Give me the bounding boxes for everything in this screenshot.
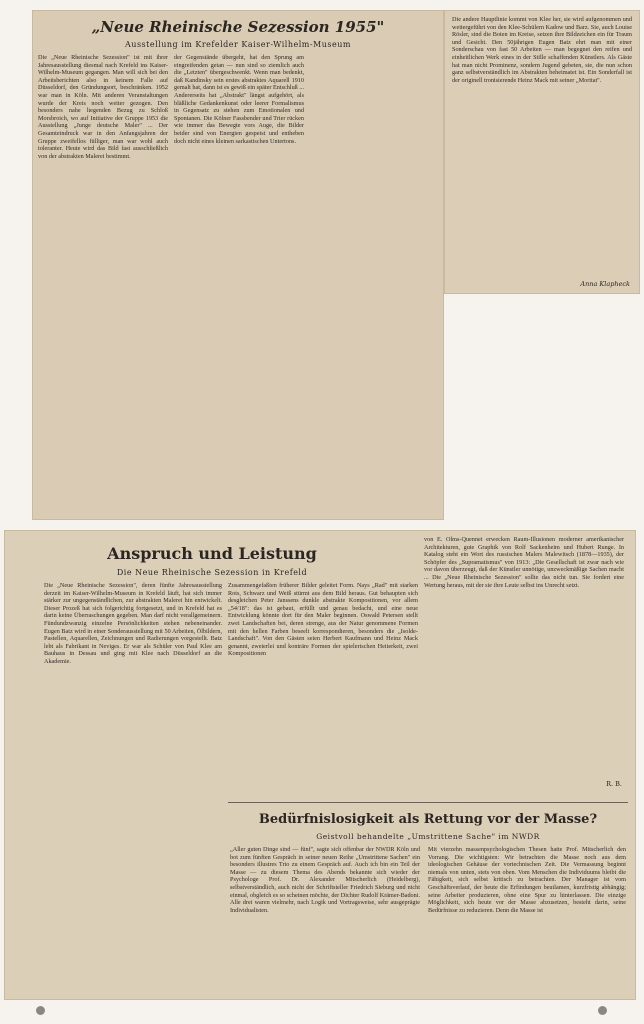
article-column-2: der Gegenstände übergeht, hat den Sprung am eingreifenden getan — nun sind so ziemlich auch die „Letzten" übergeschwenkt. Wenn man bedenkt, daß Kandinsky sein erstes abstraktes Aquarell 1910 gemalt hat, dann ist es gewiß ein später Entschluß ... Andererseits hat „Abstrakt" längst aufgehört, als bläßliche Gedankenkunst oder leerer Formalismus in Gegensatz zu stehen zum Emotionalen und Spontanen. Die Kölner Fassbender und Trier rücken wie immer das Bewegte vors Auge, die Bilder beider sind von Energien gespeist und entheben doch nicht eines kleinen sarkastischen Untertons. <box>174 54 304 145</box>
punch-hole <box>598 1006 607 1015</box>
divider <box>228 802 628 803</box>
article-subtitle: Ausstellung im Krefelder Kaiser-Wilhelm-Museum <box>125 40 351 49</box>
article-column-1: Die „Neue Rheinische Sezession" ist mit ihrer Jahresausstellung diesmal nach Krefeld ins Kaiser-Wilhelm-Museum gegangen. Man will sich bei den Arbeitsberichten also in keinem Falle auf Düsseldorf, den Gründungsort, beschränken. 1952 war man in Köln. Mit anderen Veranstaltungen wurde der Kreis noch weiter gezogen. Den besonders nahe liegenden Bezug zu Schloß Morsbroich, wo auf Initiative der Gruppe 1953 die Ausstellung „Junge deutsche Maler" ... Der Gesamteindruck war in den Anfangsjahren der Gruppe zweifellos fülliger, man war wohl auch toleranter. Heute wird das Bild fast ausschließlich von der abstrakten Malerei bestimmt. <box>38 54 168 160</box>
article-title: „Neue Rheinische Sezession 1955" <box>91 18 385 36</box>
article-column-2: Zusammengefaßten früherer Bilder geleitet Form. Nays „Rad" mit starken Rots, Schwarz und Weiß stürmt aus dem Bild heraus. Gut behaupten sich desgleichen Peter Janssens dunkle abstrakte Kompositionen, vor allem „54/18": das ist gebaut, erfüllt und genau bedacht, und eine neue Entwicklung könnte dort für den Maler beginnen. Oswald Petersen stellt zwei Landschaften bei, deren strenge, aus der Natur genommene Formen mit den hellen Farben beseelt korrespondieren, besonders die „Isolde-Landschaft". Von den Gästen seien Herbert Kaufmann und Heinz Mack genannt, zweierlei und konträre Formen der spielerischen Heiterkeit, zwei Kompositionen <box>228 582 418 658</box>
article-column-3: Die andere Hauptlinie kommt von Klee her, sie wird aufgenommen und weitergeführt von den Klee-Schülern Kadow und Barz. Sie, auch Louise Rösler, sind die Boten im Kreise, setzen ihre Bildzeichen ein für Traum und Gesicht. Den 50jährigen Eugen Batz ehrt man mit einer Sonderschau von fast 50 Arbeiten — man begegnet den reifen und einheitlichen Werk eines in der Stille schaffenden Künstlers. Als Gäste hat man nicht Prominenz, sondern Jugend gebeten, sie, die nun schon ganz selbstverständlich im Abstrakten beheimatet ist. Ein Sonderfall ist der originell tronisierende Heinz Mack mit seiner „Moritat". <box>452 16 632 84</box>
article-column-4: „Aller guten Dinge sind — fünf", sagte sich offenbar der NWDR Köln und bot zum fünften Gespräch in seiner neuen Reihe „Umstrittene Sachen" ein besonders illustres Trio zu einem Gespräch auf. Auch ich bin ein Teil der Masse — zu diesem Thema des Abends bekannte sich wieder der Psychologe Prof. Dr. Alexander Mitscherlich (Heidelberg), selbstverständlich, auch nicht der Schriftsteller Friedrich Sieburg und nicht einmal, obgleich es so scheinen möchte, der Dichter Rudolf Krämer-Badoni. Alle drei waren vielmehr, nach Logik und Vortragsweise, sehr ausgeprägte Individualisten. <box>230 846 420 914</box>
clipping-anspruch-und-leistung <box>4 530 636 1000</box>
clipping-sezession-1955-continued <box>444 10 640 294</box>
clipping-sezession-1955 <box>32 10 444 520</box>
article-subtitle: Die Neue Rheinische Sezession in Krefeld <box>116 568 308 577</box>
punch-hole <box>36 1006 45 1015</box>
article-column-3: von E. Olms-Quennet erwecken Raum-Illusionen moderner amerikanischer Architekturen, gute Graphik von Rolf Sackenheim und Hubert Runge. In Katalog steht ein Wort des russischen Malers Malewitsch (1878—1935), der Schöpfer des „Supramatismus" von 1913: „Die Gesellschaft ist zwar nach wie vor davon überzeugt, daß der Künstler unnötige, unzweckmäßige Sachen macht ... Die „Neue Rheinische Sezession" sollte das nicht tun. Sie fordert eine Wertung heraus, mit der sie ihre Leute selbst ins Unrecht setzt. <box>424 536 624 589</box>
author-signature: Anna Klapheck <box>580 280 630 288</box>
article-column-5: Mit vierzehn massenpsychologischen Thesen hatte Prof. Mitscherlich den Vorrang. Die wichtigsten: Wir betrachten die Masse noch aus dem ideologischen Gehäuse der vortechnischen Zeit. Die Vermassung beginnt niemals von unten, stets von oben. Vom Menschen die Individuums bleibt die Fähigkeit, sich selbst kritisch zu betrachten. Der Manager ist vom Geschäftsverlauf, der heute die Erfindungen beutlamen, kurzfristig abhängig; seine Arbeiter produzieren, ohne eine Spur zu hinterlassen. Die einzige Möglichkeit, sich heute vor der Masse abzusetzen, besteht darin, seine Bedürfnisse zu reduzieren. Denn die Masse ist <box>428 846 626 914</box>
article-title-2: Bedürfnislosigkeit als Rettung vor der Masse? <box>258 812 598 827</box>
author-signature: R. B. <box>606 780 622 788</box>
article-subtitle-2: Geistvoll behandelte „Umstrittene Sache" im NWDR <box>316 832 540 841</box>
article-title: Anspruch und Leistung <box>107 544 317 563</box>
article-column-1: Die „Neue Rheinische Sezession", deren fünfte Jahresausstellung derzeit im Kaiser-Wilhelm-Museum in Krefeld läuft, hat sich immer stärker zur ungegenständlichen, zur abstrakten Malerei hin entwickelt. Dieser Prozeß hat sich folgerichtig fortgesetzt, und in Krefeld hat es darin keine Überraschungen gegeben. Man darf nicht verallgemeinern. Fündundzwanzig einzelne Persönlichkeiten stehen nebeneinander. Eugen Batz wird in einer Sonderausstellung mit 50 Arbeiten, Ölbildern, Pastellen, Aquarellen, Zeichnungen und Radierungen vorgestellt. Batz lebt als Fabrikant in Neviges. Er war als Schüler von Paul Klee am Bauhaus in Dessau und ging mit Klee nach Düsseldorf an die Akademie. <box>44 582 222 665</box>
